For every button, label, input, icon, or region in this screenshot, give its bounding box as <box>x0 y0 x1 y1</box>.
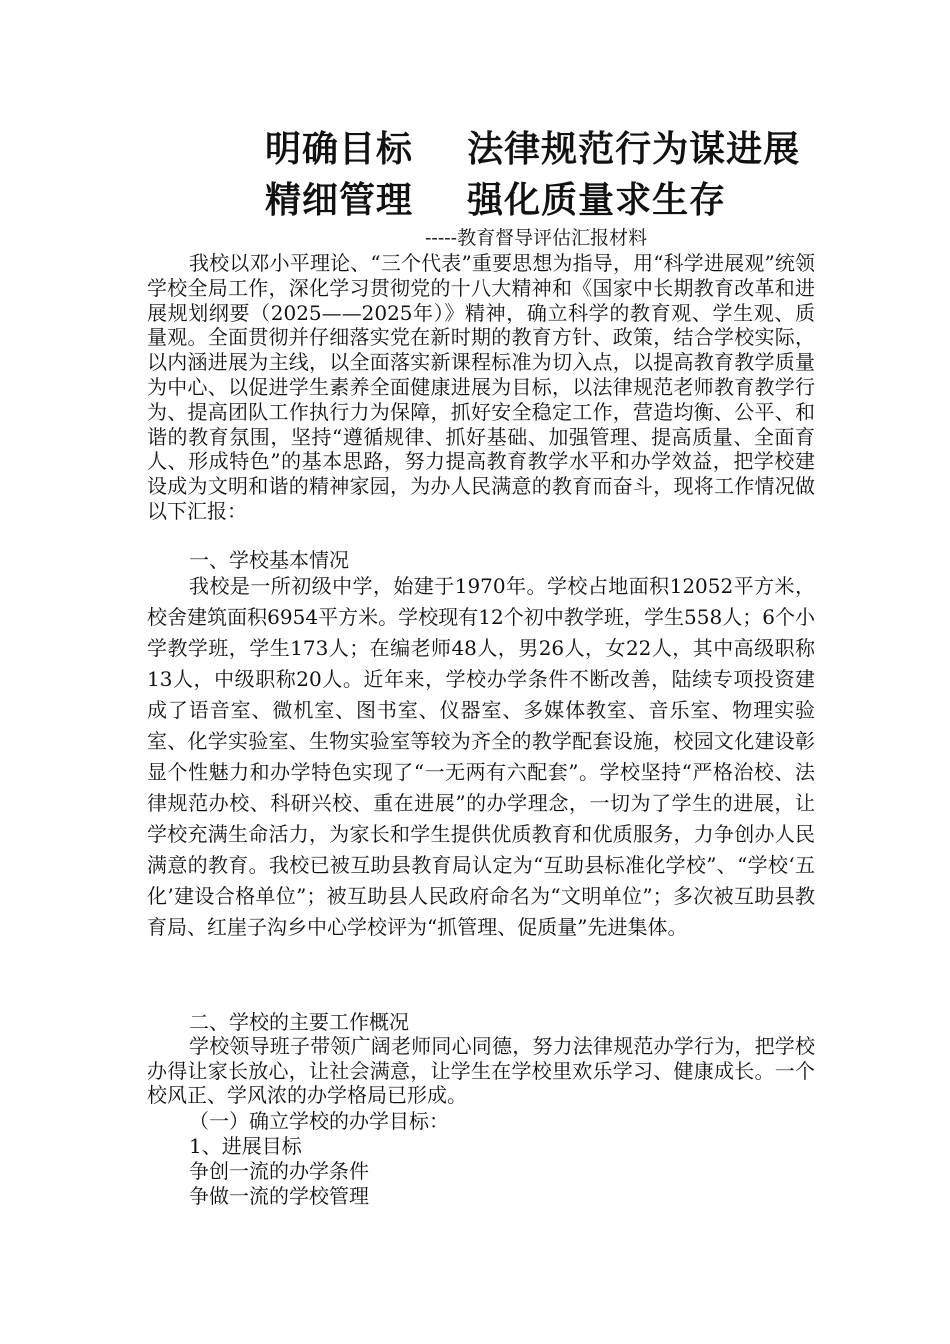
intro-paragraph: 我校以邓小平理论、“三个代表”重要思想为指导，用“科学进展观”统领学校全局工作，深化学习贯彻党的十八大精神和《国家中长期教育改革和进展规划纲要（2025——2025年）》精神，确立科学的教育观、学生观、质量观。全面贯彻并仔细落实党在新时期的教育方针、政策，结合学校实际，以内涵进展为主线，以全面落实新课程标准为切入点，以提高教育教学质量为中心、以促进学生素养全面健康进展为目标，以法律规范老师教育教学行为、提高团队工作执行力为保障，抓好安全稳定工作，营造均衡、公平、和谐的教育氛围，坚持“遵循规律、抓好基础、加强管理、提高质量、全面育人、形成特色”的基本思路，努力提高教育教学水平和办学效益，把学校建设成为文明和谐的精神家园，为办人民满意的教育而奋斗，现将工作情况做以下汇报： <box>147 251 815 523</box>
section2-heading: 二、学校的主要工作概况 <box>189 1010 409 1034</box>
goal-line-2: 争做一流的学校管理 <box>189 1184 369 1208</box>
section1-heading: 一、学校基本情况 <box>189 548 349 572</box>
section1-paragraph: 我校是一所初级中学，始建于1970年。学校占地面积12052平方米，校舍建筑面积6954平方米。学校现有12个初中教学班，学生558人；6个小学教学班，学生173人；在编老师48人，男26人，女22人，其中高级职称13人，中级职称20人。近年来，学校办学条件不断改善，陆续专项投资建成了语音室、微机室、图书室、仪器室、多媒体教室、音乐室、物理实验室、化学实验室、生物实验室等较为齐全的教学配套设施，校园文化建设彰显个性魅力和办学特色实现了“一无两有六配套”。学校坚持“严格治校、法律规范办校、科研兴校、重在进展”的办学理念，一切为了学生的进展，让学校充满生命活力，为家长和学生提供优质教育和优质服务，力争创办人民满意的教育。我校已被互助县教育局认定为“互助县标准化学校”、“学校‘五化’建设合格单位”；被互助县人民政府命名为“文明单位”；多次被互助县教育局、红崖子沟乡中心学校评为“抓管理、促质量”先进集体。 <box>147 574 815 939</box>
subsection1-heading: （一）确立学校的办学目标： <box>189 1109 449 1133</box>
document-title-line2: 精细管理 强化质量求生存 <box>265 180 727 221</box>
goal-line-1: 争创一流的办学条件 <box>189 1159 369 1183</box>
subsection1-item: 1、进展目标 <box>189 1134 302 1158</box>
section2-paragraph: 学校领导班子带领广阔老师同心同德，努力法律规范办学行为，把学校办得让家长放心，让社会满意，让学生在学校里欢乐学习、健康成长。一个校风正、学风浓的办学格局已形成。 <box>147 1034 815 1107</box>
document-subtitle: -----教育督导评估汇报材料 <box>425 227 648 249</box>
document-title-line1: 明确目标 法律规范行为谋进展 <box>265 129 801 170</box>
